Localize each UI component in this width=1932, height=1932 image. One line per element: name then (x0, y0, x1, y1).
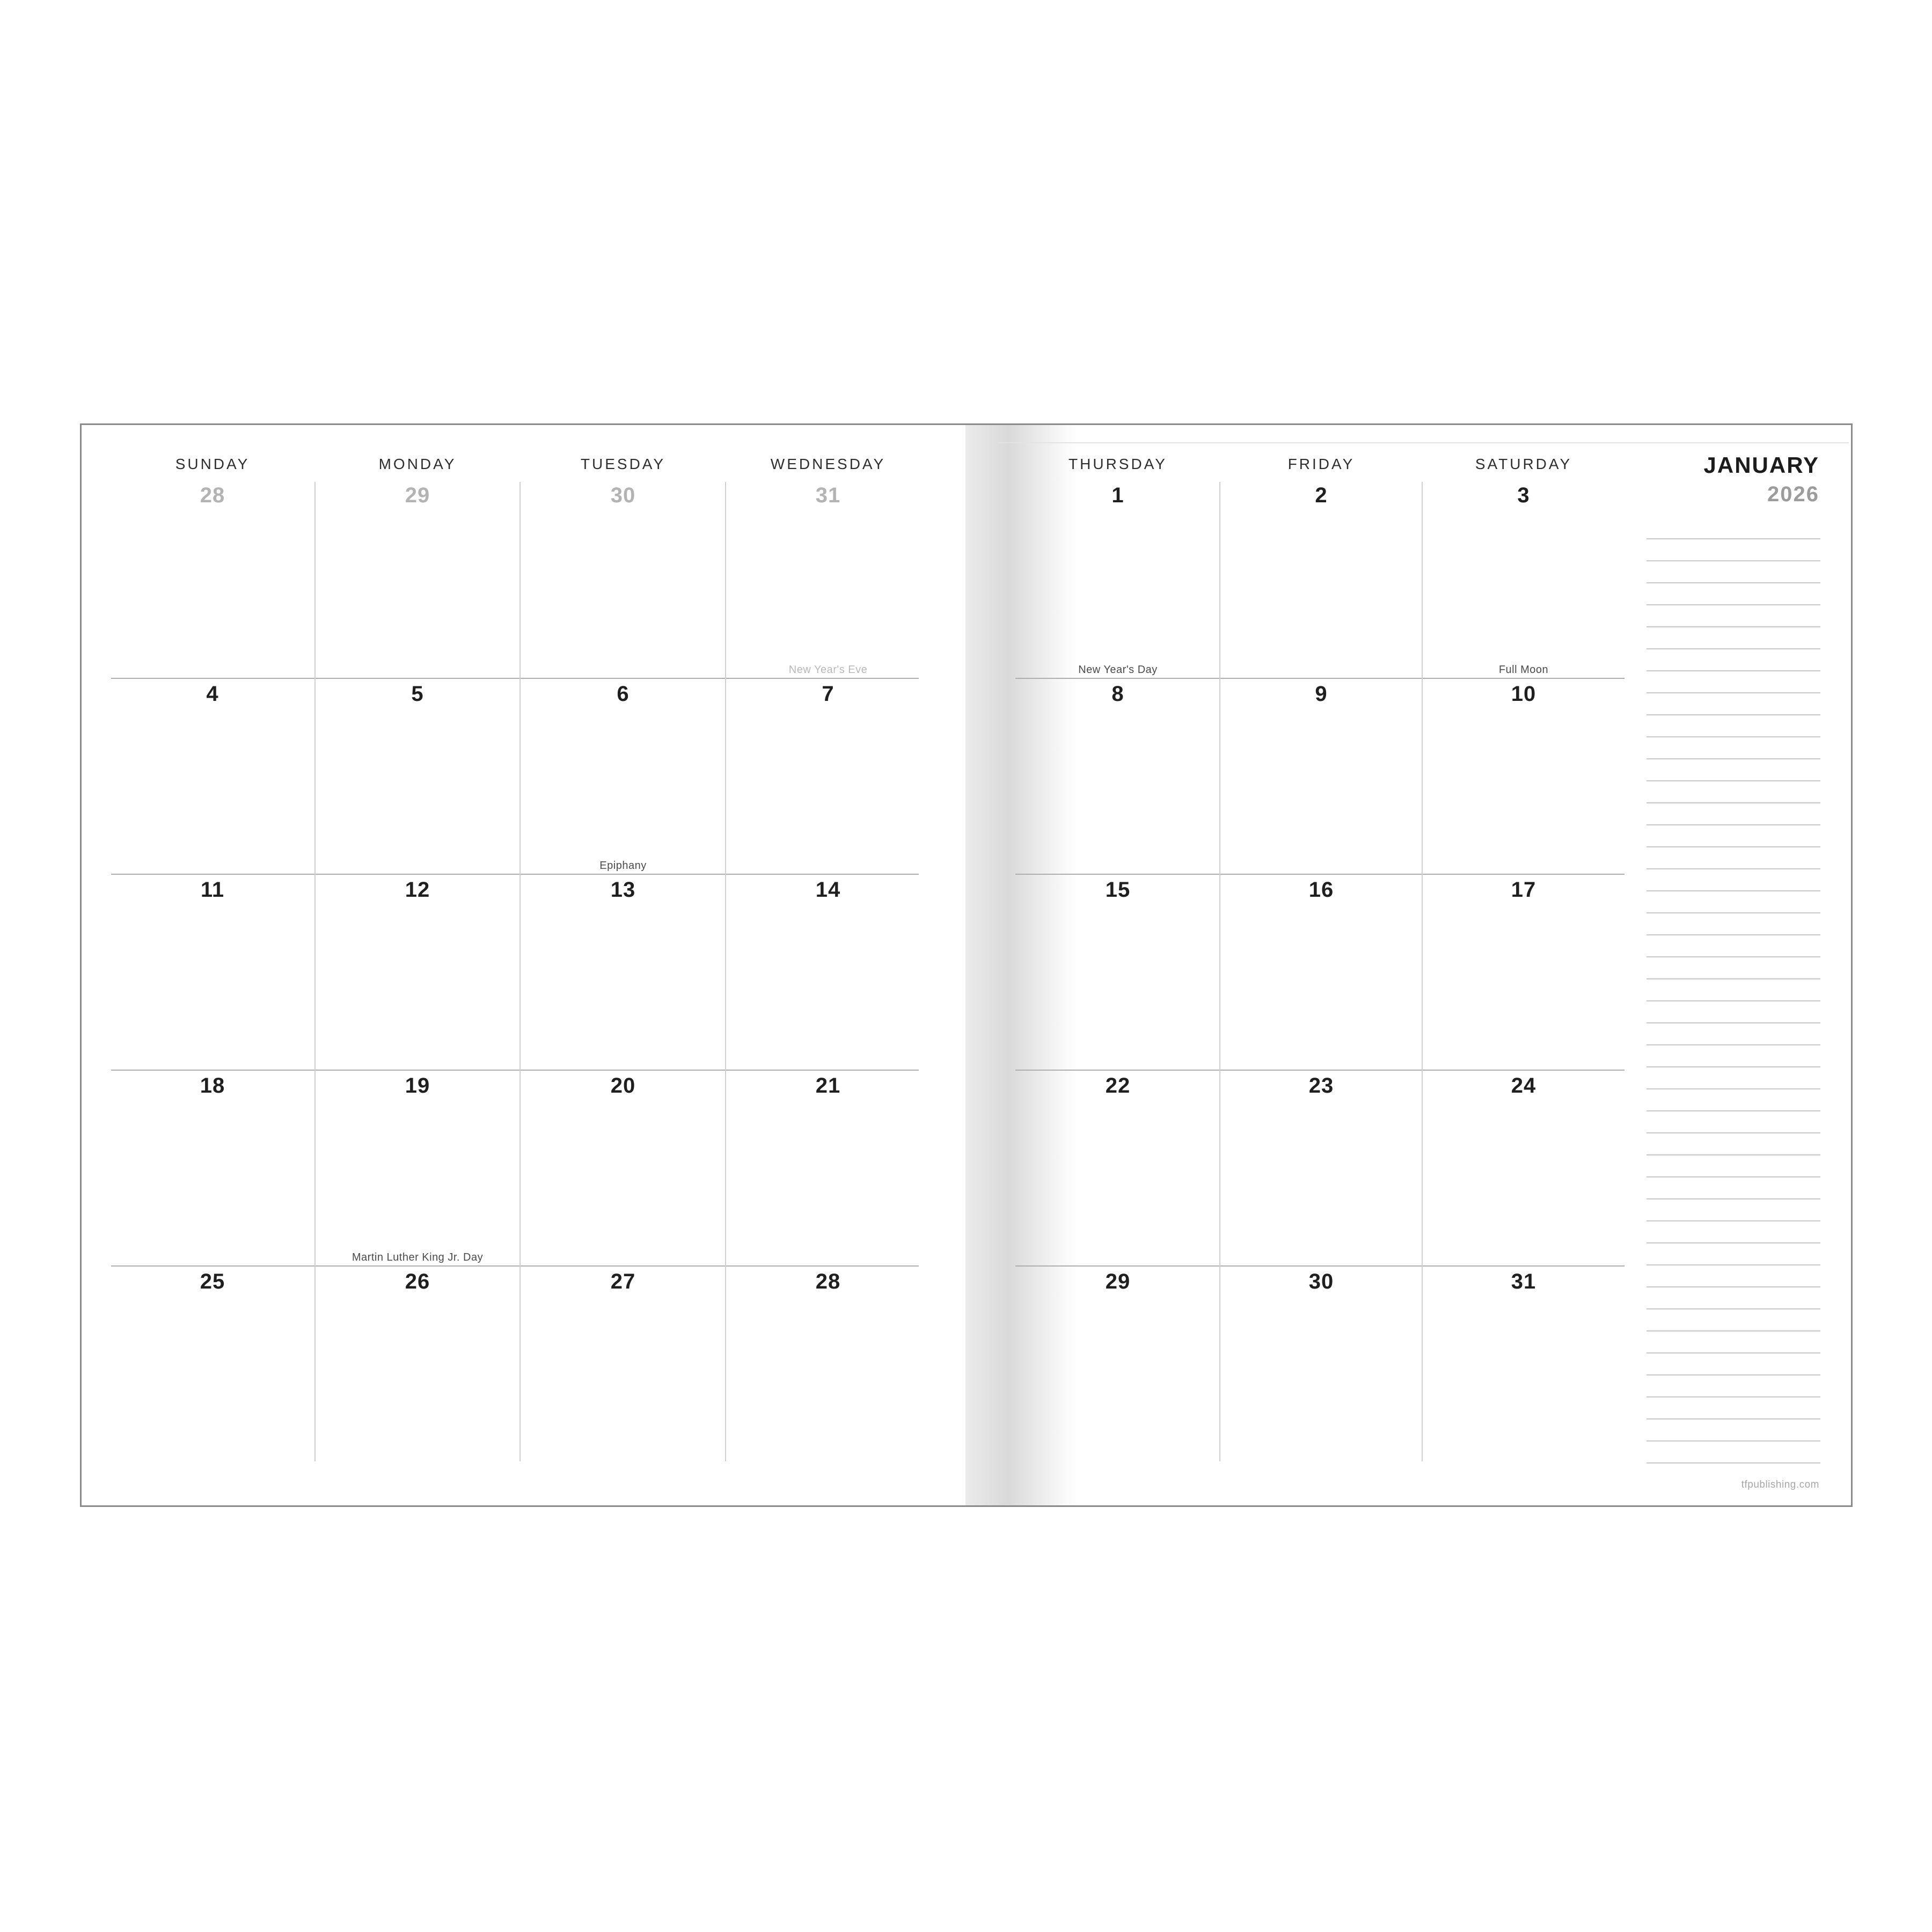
date-cell: 16 (1308, 878, 1334, 902)
notes-line (1646, 1308, 1820, 1309)
notes-line (1646, 1462, 1820, 1463)
date-cell: 22 (1105, 1074, 1131, 1097)
date-cell: 29 (405, 484, 430, 507)
notes-line (1646, 1330, 1820, 1331)
date-cell: 5 (411, 682, 424, 706)
date-cell: 31 (1511, 1270, 1536, 1293)
date-cell: 3 (1517, 484, 1530, 507)
notes-line (1646, 1110, 1820, 1111)
notes-line (1646, 780, 1820, 781)
date-cell: 23 (1308, 1074, 1334, 1097)
center-fold-shadow (965, 425, 1078, 1505)
date-cell: 13 (610, 878, 636, 902)
notes-line (1646, 648, 1820, 649)
notes-line (1646, 1418, 1820, 1419)
notes-line (1646, 692, 1820, 693)
notes-panel (1646, 538, 1820, 1465)
notes-line (1646, 978, 1820, 979)
date-cell: 31 (815, 484, 841, 507)
notes-line (1646, 846, 1820, 847)
date-cell: 15 (1105, 878, 1131, 902)
week-separator-line (111, 1265, 919, 1267)
date-cell: 17 (1511, 878, 1536, 902)
week-separator-line (111, 1070, 919, 1071)
week-separator-line (1015, 874, 1624, 875)
notes-line (1646, 1088, 1820, 1089)
day-header-thursday: THURSDAY (1069, 456, 1167, 472)
week-separator-line (111, 678, 919, 679)
date-cell: 19 (405, 1074, 430, 1097)
date-cell: 1 (1111, 484, 1124, 507)
notes-line (1646, 582, 1820, 583)
notes-line (1646, 912, 1820, 913)
column-divider (519, 482, 521, 1461)
column-divider (1422, 482, 1423, 1461)
date-cell: 24 (1511, 1074, 1536, 1097)
event-new-years-day: New Year's Day (1078, 664, 1158, 676)
date-cell: 11 (200, 878, 225, 902)
week-separator-line (1015, 1070, 1624, 1071)
event-full-moon: Full Moon (1498, 664, 1549, 676)
notes-line (1646, 934, 1820, 935)
notes-line (1646, 1154, 1820, 1155)
notes-line (1646, 1374, 1820, 1375)
date-cell: 14 (815, 878, 841, 902)
date-cell: 28 (815, 1270, 841, 1293)
day-header-tuesday: TUESDAY (580, 456, 666, 472)
day-header-wednesday: WEDNESDAY (770, 456, 886, 472)
notes-line (1646, 1000, 1820, 1001)
year-label: 2026 (1767, 482, 1819, 506)
date-cell: 26 (405, 1270, 430, 1293)
notes-line (1646, 1198, 1820, 1199)
day-header-friday: FRIDAY (1287, 456, 1355, 472)
notes-line (1646, 1440, 1820, 1441)
notes-line (1646, 560, 1820, 561)
notes-line (1646, 1066, 1820, 1067)
publisher-website: tfpublishing.com (1741, 1479, 1819, 1490)
notes-line (1646, 1286, 1820, 1287)
notes-line (1646, 868, 1820, 869)
notes-line (1646, 824, 1820, 825)
notes-line (1646, 956, 1820, 957)
date-cell: 6 (617, 682, 630, 706)
date-cell: 29 (1105, 1270, 1131, 1293)
notes-line (1646, 1396, 1820, 1397)
right-page-top-edge (998, 442, 1849, 443)
date-cell: 28 (200, 484, 225, 507)
event-epiphany: Epiphany (599, 860, 647, 872)
notes-line (1646, 1044, 1820, 1045)
notes-line (1646, 604, 1820, 605)
date-cell: 12 (405, 878, 430, 902)
column-divider (1219, 482, 1220, 1461)
day-header-sunday: SUNDAY (175, 456, 250, 472)
day-header-saturday: SATURDAY (1475, 456, 1572, 472)
notes-line (1646, 736, 1820, 737)
notes-line (1646, 1022, 1820, 1023)
notes-line (1646, 1242, 1820, 1243)
week-separator-line (1015, 1265, 1624, 1267)
date-cell: 9 (1315, 682, 1328, 706)
date-cell: 2 (1315, 484, 1328, 507)
notes-line (1646, 1352, 1820, 1353)
week-separator-line (1015, 678, 1624, 679)
column-divider (725, 482, 726, 1461)
date-cell: 7 (822, 682, 835, 706)
date-cell: 10 (1511, 682, 1536, 706)
notes-line (1646, 1264, 1820, 1265)
notes-line (1646, 1220, 1820, 1221)
week-separator-line (111, 874, 919, 875)
day-header-monday: MONDAY (378, 456, 457, 472)
date-cell: 27 (610, 1270, 636, 1293)
date-cell: 18 (200, 1074, 225, 1097)
notes-line (1646, 1176, 1820, 1177)
date-cell: 30 (610, 484, 636, 507)
notes-line (1646, 758, 1820, 759)
notes-line (1646, 890, 1820, 891)
notes-line (1646, 1132, 1820, 1133)
event-mlk-day: Martin Luther King Jr. Day (352, 1252, 484, 1263)
notes-line (1646, 714, 1820, 715)
date-cell: 21 (815, 1074, 841, 1097)
month-title: JANUARY (1703, 452, 1819, 478)
notes-line (1646, 802, 1820, 803)
date-cell: 30 (1308, 1270, 1334, 1293)
date-cell: 8 (1111, 682, 1124, 706)
event-new-years-eve: New Year's Eve (788, 664, 868, 676)
notes-line (1646, 538, 1820, 539)
column-divider (314, 482, 316, 1461)
notes-line (1646, 670, 1820, 671)
notes-line (1646, 626, 1820, 627)
date-cell: 20 (610, 1074, 636, 1097)
date-cell: 25 (200, 1270, 225, 1293)
date-cell: 4 (206, 682, 219, 706)
